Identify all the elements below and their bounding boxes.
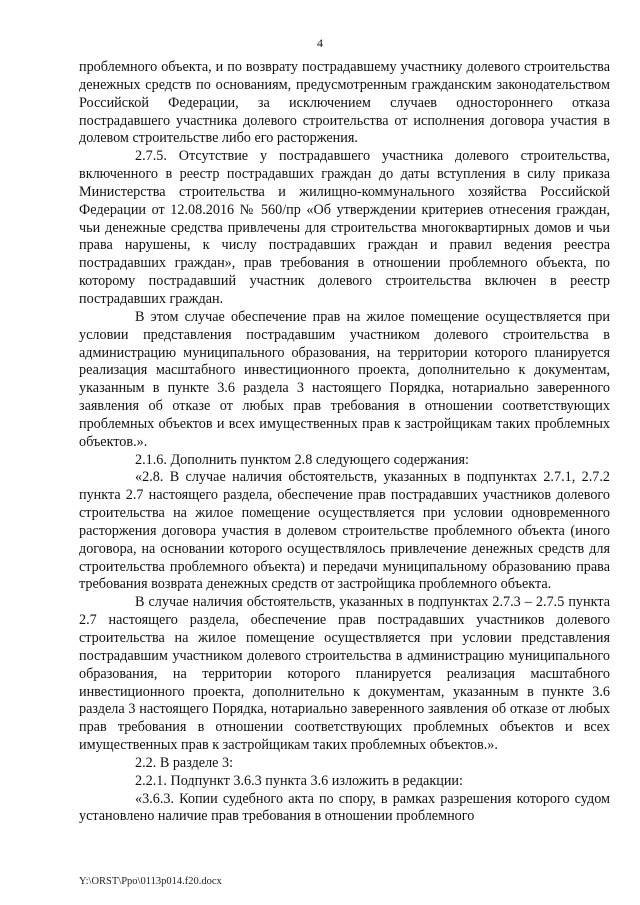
paragraph: В этом случае обеспечение прав на жилое помещение осуществляется при условии представления пострадавшим участником долевого строительства в администрацию муниципального образования, на территории которого планируется реализация масштабного инвестиционного проекта, дополнительно к документам, указанным в пункте 3.6 раздела 3 настоящего Порядка, нотариально заверенного заявления об отказе от любых прав требования в отношении соответствующих проблемных объектов и всех имущественных прав к застройщикам таких проблемных объектов.». xyxy=(79,308,610,450)
paragraph: «3.6.3. Копии судебного акта по спору, в рамках разрешения которого судом установлено наличие прав требования в отношении проблемного xyxy=(79,790,610,825)
page-number: 4 xyxy=(317,36,323,50)
paragraph: проблемного объекта, и по возврату пострадавшему участнику долевого строительства денежных средств по основаниям, предусмотренным гражданским законодательством Российской Федерации, за исключением случаев одностороннего отказа пострадавшего участника долевого строительства от исполнения договора участия в долевом строительстве либо его расторжения. xyxy=(79,59,610,147)
paragraph: 2.2.1. Подпункт 3.6.3 пункта 3.6 изложить в редакции: xyxy=(135,772,463,789)
paragraph: 2.1.6. Дополнить пунктом 2.8 следующего содержания: xyxy=(135,451,469,468)
paragraph: «2.8. В случае наличия обстоятельств, указанных в подпунктах 2.7.1, 2.7.2 пункта 2.7 настоящего раздела, обеспечение прав пострадавших участников долевого строительства на жилое помещение осуществляется при условии одновременного расторжения договора участия в долевом строительстве проблемного объекта (иного договора, на основании которого осуществлялось привлечение денежных средств для строительства проблемного объекта) и передачи муниципальному образованию права требования возврата денежных средств от застройщика проблемного объекта. xyxy=(79,469,610,593)
document-body xyxy=(79,59,610,826)
paragraph: 2.2. В разделе 3: xyxy=(135,754,234,771)
footer-file-path: Y:\ORST\Ppo\0113p014.f20.docx xyxy=(79,876,222,887)
paragraph: В случае наличия обстоятельств, указанных в подпунктах 2.7.3 – 2.7.5 пункта 2.7 настоящего раздела, обеспечение прав пострадавших участников долевого строительства на жилое помещение осуществляется при условии представления пострадавшим участником долевого строительства в администрацию муниципального образования, на территории которого планируется реализация масштабного инвестиционного проекта, дополнительно к документам, указанным в пункте 3.6 раздела 3 настоящего Порядка, нотариально заверенного заявления об отказе от любых прав требования в отношении соответствующих проблемных объектов и всех имущественных прав к застройщикам таких проблемных объектов.». xyxy=(79,594,610,754)
paragraph: 2.7.5. Отсутствие у пострадавшего участника долевого строительства, включенного в реестр пострадавших граждан до даты вступления в силу приказа Министерства строительства и жилищно-коммунального хозяйства Российской Федерации от 12.08.2016 № 560/пр «Об утверждении критериев отнесения граждан, чьи денежные средства привлечены для строительства многоквартирных домов и чьи права нарушены, к числу пострадавших граждан и правил ведения реестра пострадавших граждан», прав требования в отношении проблемного объекта, по которому пострадавший участник долевого строительства включен в реестр пострадавших граждан. xyxy=(79,148,610,307)
